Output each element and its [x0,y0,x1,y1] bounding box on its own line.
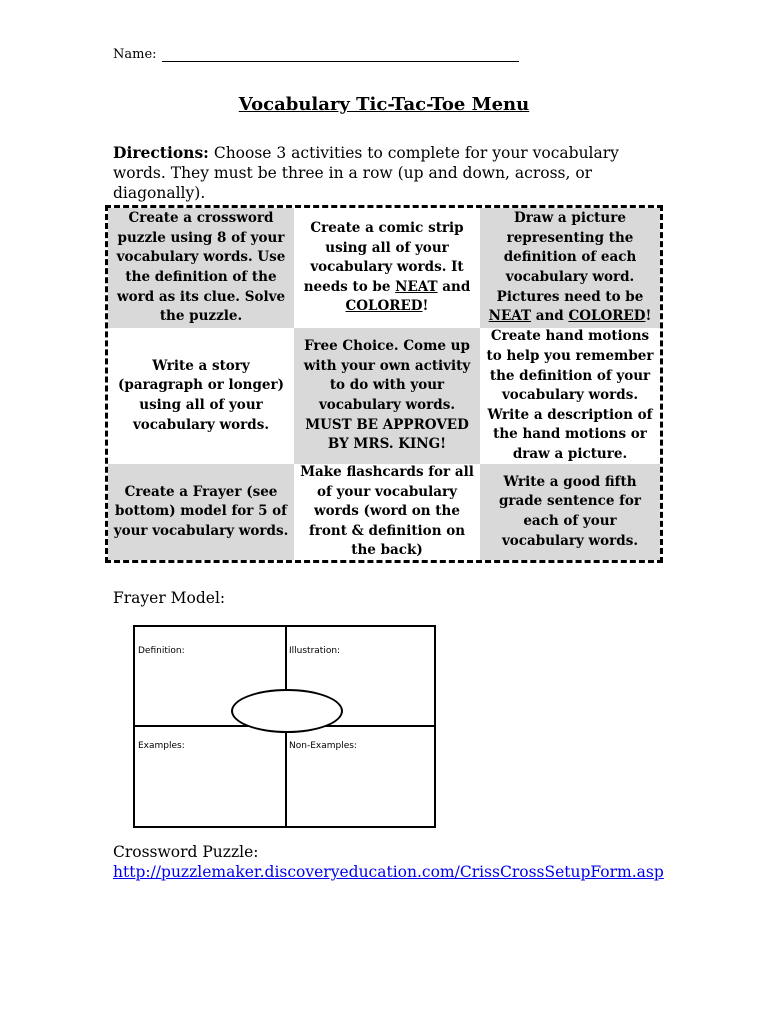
directions-label: Directions: [113,143,209,162]
frayer-model-label: Frayer Model: [113,589,226,607]
crossword-link[interactable]: http://puzzlemaker.discoveryeducation.com/CrissCrossSetupForm.asp [113,863,664,881]
menu-cell-text: Create a crossword puzzle using 8 of your vocabulary words. Use the definition of the word as its clue. Solve the puzzle. [116,210,286,325]
directions [113,143,673,203]
page-title: Vocabulary Tic-Tac-Toe Menu [238,94,530,115]
menu-cell-story [108,328,294,464]
menu-cell-text: Write a good fifth grade sentence for each of your vocabulary words. [498,473,642,549]
frayer-illustration-label: Illustration: [289,646,341,656]
frayer-definition-label: Definition: [138,646,185,656]
menu-cell-frayer [108,464,294,560]
name-field [113,47,519,62]
menu-cell-text: Create a Frayer (see bottom) model for 5 of your vocabulary words. [113,483,289,539]
menu-cell-hand-motions [480,328,660,464]
menu-cell-sentence [480,464,660,560]
menu-cell-draw-picture [480,208,660,328]
menu-cell-flashcards [294,464,480,560]
menu-cell-free-choice [294,328,480,464]
menu-cell-comic-strip [294,208,480,328]
menu-cell-crossword [108,208,294,328]
directions-text: Choose 3 activities to complete for your vocabulary words. They must be three in a row (up and down, across, or diagonally). [113,144,619,202]
name-label: Name: [113,47,157,62]
menu-cell-text: Create hand motions to help you remember the definition of your vocabulary words. Write a description of the hand motions or draw a picture. [486,328,654,462]
menu-cell-text: Create a comic strip using all of your vocabulary words. It needs to be NEAT and COLORED! [303,220,471,315]
frayer-non-examples-label: Non-Examples: [289,741,357,751]
menu-cell-text: Make flashcards for all of your vocabulary words (word on the front & definition on the back) [300,464,474,559]
frayer-model-diagram [133,625,436,828]
tic-tac-toe-menu [105,205,663,563]
menu-cell-text: Draw a picture representing the definition of each vocabulary word. Pictures need to be NEAT and COLORED! [488,210,652,325]
menu-cell-text: Free Choice. Come up with your own activity to do with your vocabulary words. MUST BE APPROVED BY MRS. KING! [303,338,471,453]
crossword-label: Crossword Puzzle: [113,843,259,861]
name-blank-line [162,47,519,62]
frayer-center-oval [231,689,343,733]
frayer-examples-label: Examples: [138,741,185,751]
menu-cell-text: Write a story (paragraph or longer) using all of your vocabulary words. [118,357,284,433]
